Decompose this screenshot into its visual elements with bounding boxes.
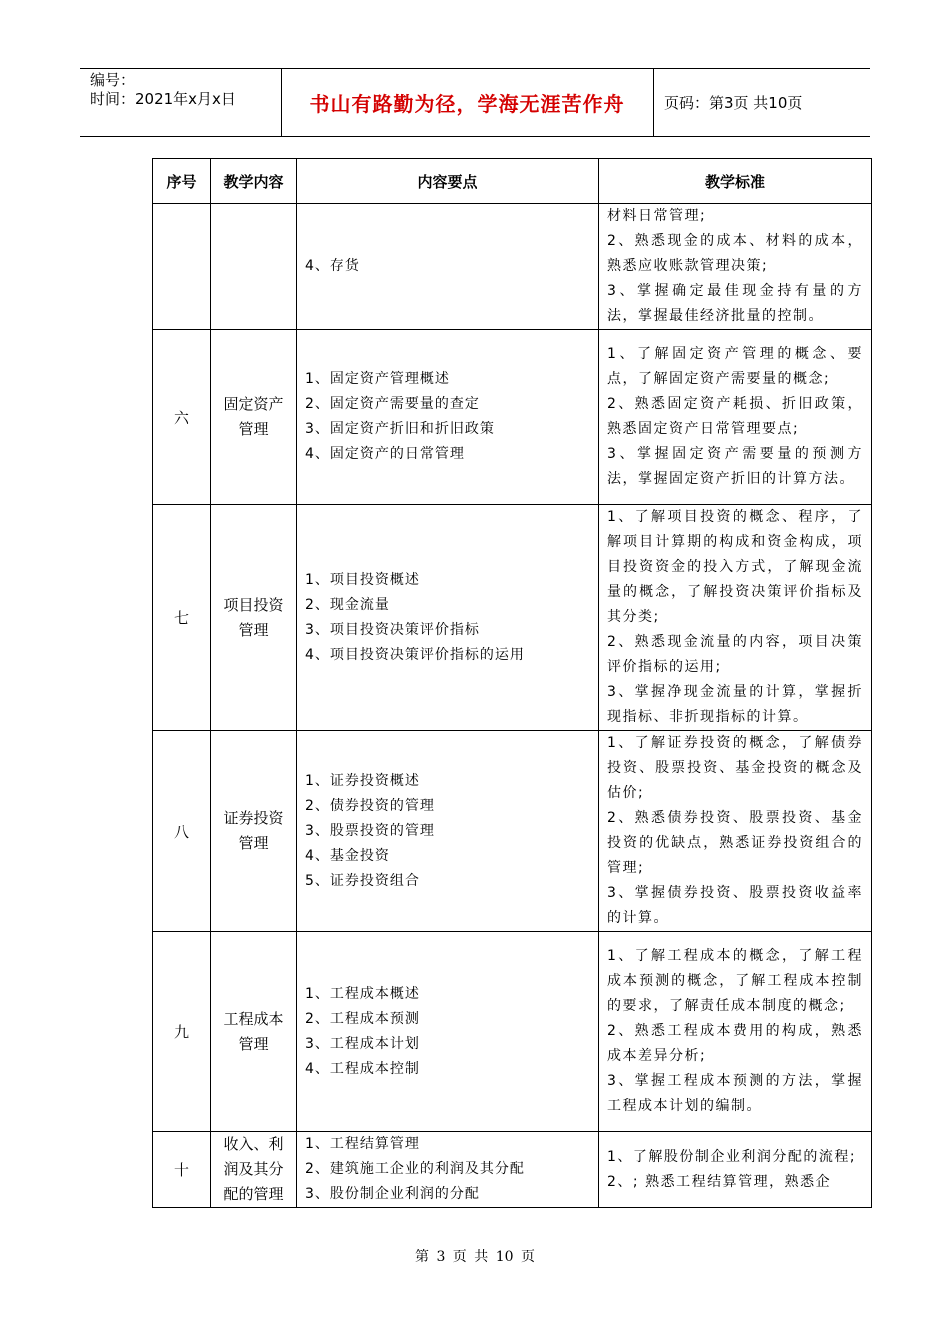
row-topic <box>211 330 297 505</box>
row-number: 十 <box>153 1132 211 1208</box>
standard-item: 2、熟悉工程成本费用的构成，熟悉成本差异分析; <box>607 1023 863 1064</box>
row-points <box>297 1132 599 1208</box>
standard-item: 1、了解项目投资的概念、程序，了解项目计算期的构成和资金构成，项目投资资金的投入方式，了解现金流量的概念，了解投资决策评价指标及其分类; <box>607 509 863 625</box>
table-row <box>153 505 872 731</box>
topic-line: 项目投资 <box>223 595 284 614</box>
topic-line: 管理 <box>238 1034 269 1053</box>
row-standards <box>599 932 872 1132</box>
curriculum-table <box>152 158 872 1208</box>
row-number: 七 <box>153 505 211 731</box>
row-topic <box>211 204 297 330</box>
point-item: 2、债券投资的管理 <box>305 797 435 814</box>
row-topic <box>211 505 297 731</box>
row-topic <box>211 932 297 1132</box>
page-footer: 第 3 页 共 10 页 <box>415 1249 535 1265</box>
point-item: 4、存货 <box>305 258 360 274</box>
point-item: 3、股份制企业利润的分配 <box>305 1186 480 1202</box>
topic-line: 管理 <box>238 420 269 438</box>
row-points <box>297 932 599 1132</box>
point-item: 1、固定资产管理概述 <box>305 371 450 387</box>
standard-item: 材料日常管理; <box>607 208 707 224</box>
standard-item: 2、熟悉固定资产耗损、折旧政策，熟悉固定资产日常管理要点; <box>607 396 863 437</box>
point-item: 2、固定资产需要量的查定 <box>305 396 480 412</box>
point-item: 3、工程成本计划 <box>305 1035 420 1052</box>
point-item: 4、项目投资决策评价指标的运用 <box>305 646 525 663</box>
row-standards <box>599 731 872 932</box>
standard-item: 1、了解固定资产管理的概念、要点，了解固定资产需要量的概念; <box>607 346 863 387</box>
standard-item: 3、掌握债券投资、股票投资收益率的计算。 <box>607 885 863 926</box>
standard-item: 2、熟悉现金流量的内容，项目决策评价指标的运用; <box>607 634 863 675</box>
row-points <box>297 204 599 330</box>
row-standards <box>599 204 872 330</box>
standard-item: 2、熟悉债券投资、股票投资、基金投资的优缺点，熟悉证券投资组合的管理; <box>607 810 863 876</box>
row-number: 九 <box>153 932 211 1132</box>
topic-line: 工程成本 <box>223 1009 284 1028</box>
header-motto: 书山有路勤为径，学海无涯苦作舟 <box>309 91 625 116</box>
point-item: 1、工程结算管理 <box>305 1136 420 1152</box>
document-number-label: 编号： <box>90 71 136 89</box>
row-topic <box>211 731 297 932</box>
point-item: 1、工程成本概述 <box>305 985 420 1002</box>
point-item: 2、现金流量 <box>305 596 390 613</box>
header-cell-standards: 教学标准 <box>599 159 872 204</box>
point-item: 2、工程成本预测 <box>305 1010 420 1027</box>
table-row <box>153 932 872 1132</box>
point-item: 1、证券投资概述 <box>305 772 420 789</box>
standard-item: 3、掌握固定资产需要量的预测方法，掌握固定资产折旧的计算方法。 <box>607 446 863 487</box>
header-cell-points: 内容要点 <box>297 159 599 204</box>
row-points <box>297 731 599 932</box>
row-number: 六 <box>153 330 211 505</box>
header-cell-number: 序号 <box>153 159 211 204</box>
header-divider-right <box>653 68 654 136</box>
table-row <box>153 204 872 330</box>
header-page-info: 页码：第3页 共10页 <box>664 93 803 112</box>
table-header-row <box>153 159 872 204</box>
row-standards <box>599 330 872 505</box>
document-time-label: 时间：2021年x月x日 <box>90 90 236 108</box>
table-row <box>153 731 872 932</box>
standard-item: 1、了解证券投资的概念，了解债券投资、股票投资、基金投资的概念及估价; <box>607 735 863 801</box>
point-item: 5、证券投资组合 <box>305 872 420 889</box>
header-meta <box>90 71 280 109</box>
topic-line: 收入、利 <box>223 1135 284 1153</box>
row-topic <box>211 1132 297 1208</box>
standard-item: 3、掌握确定最佳现金持有量的方法，掌握最佳经济批量的控制。 <box>607 283 863 324</box>
standard-item: 1、了解股份制企业利润分配的流程; <box>607 1148 857 1165</box>
standard-item: 1、了解工程成本的概念，了解工程成本预测的概念，了解工程成本控制的要求，了解责任成本制度的概念; <box>607 948 863 1014</box>
row-standards <box>599 505 872 731</box>
row-points <box>297 330 599 505</box>
topic-line: 管理 <box>238 620 269 639</box>
table-row <box>153 1132 872 1208</box>
point-item: 4、固定资产的日常管理 <box>305 446 465 462</box>
point-item: 3、固定资产折旧和折旧政策 <box>305 421 495 437</box>
row-standards <box>599 1132 872 1208</box>
standard-item: 2、熟悉现金的成本、材料的成本，熟悉应收账款管理决策; <box>607 233 863 274</box>
topic-line: 固定资产 <box>223 395 284 413</box>
standard-item: 3、掌握工程成本预测的方法，掌握工程成本计划的编制。 <box>607 1073 863 1114</box>
point-item: 3、股票投资的管理 <box>305 822 435 839</box>
row-number: 八 <box>153 731 211 932</box>
topic-line: 管理 <box>238 834 269 852</box>
table-row <box>153 330 872 505</box>
topic-line: 润及其分 <box>223 1160 284 1178</box>
topic-line: 配的管理 <box>223 1185 284 1203</box>
topic-line: 证券投资 <box>223 809 284 827</box>
standard-item: 2、; 熟悉工程结算管理，熟悉企 <box>607 1173 832 1190</box>
point-item: 3、项目投资决策评价指标 <box>305 621 480 638</box>
header-cell-content: 教学内容 <box>211 159 297 204</box>
row-points <box>297 505 599 731</box>
standard-item: 3、掌握净现金流量的计算，掌握折现指标、非折现指标的计算。 <box>607 684 863 725</box>
point-item: 4、基金投资 <box>305 847 390 864</box>
header-bottom-rule <box>80 136 870 137</box>
point-item: 4、工程成本控制 <box>305 1060 420 1077</box>
point-item: 2、建筑施工企业的利润及其分配 <box>305 1161 525 1177</box>
row-number <box>153 204 211 330</box>
point-item: 1、项目投资概述 <box>305 571 420 588</box>
